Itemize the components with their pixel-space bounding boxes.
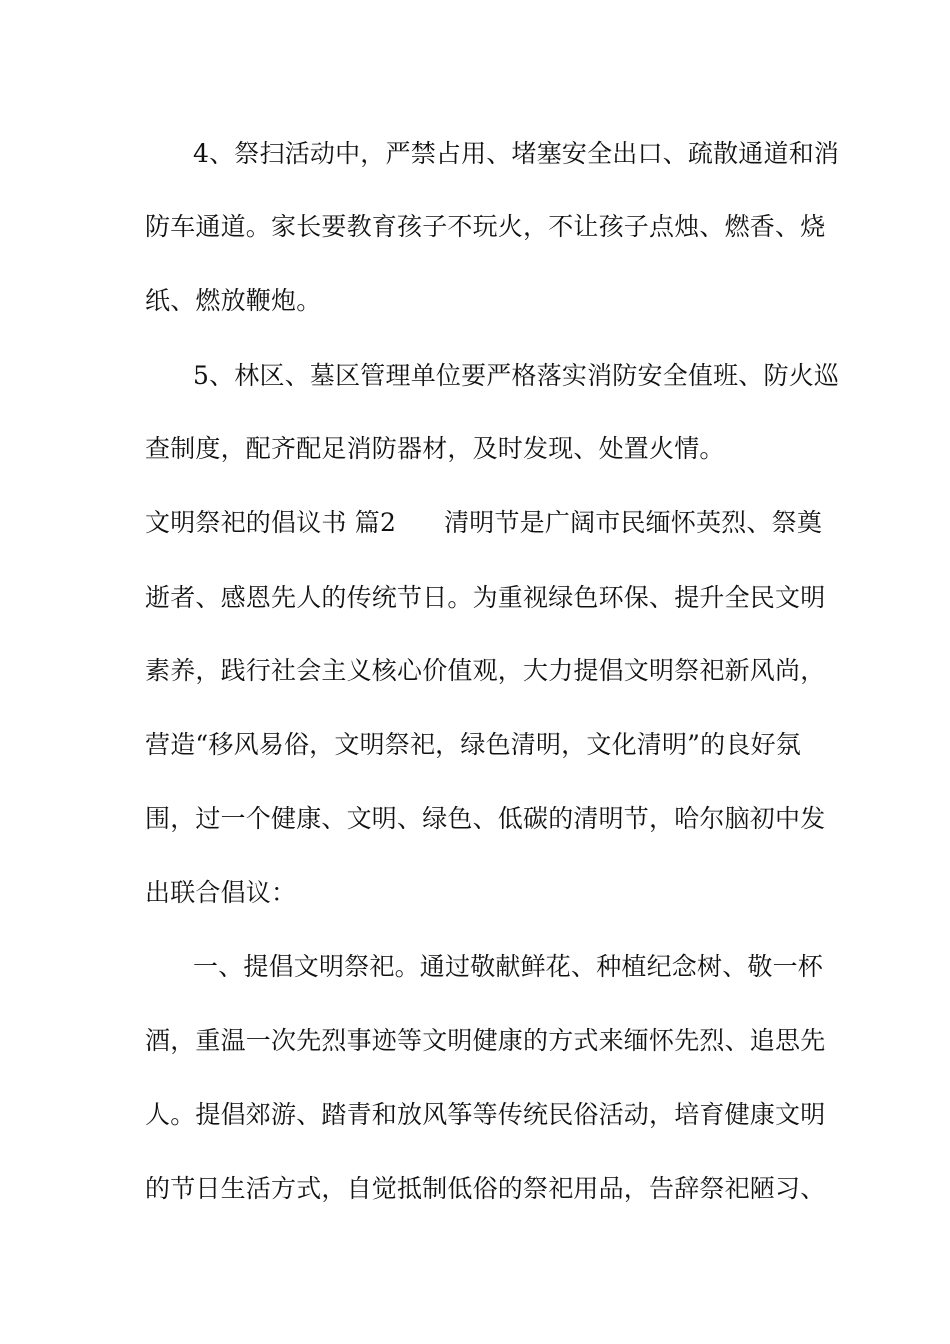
part-2-title: 文明祭祀的倡议书 篇2	[145, 508, 397, 537]
paragraph-4-line-3: 纸、燃放鞭炮。	[145, 286, 322, 315]
paragraph-5-line-2: 查制度，配齐配足消防器材，及时发现、处置火情。	[145, 434, 725, 463]
item-1-line-4: 的节日生活方式，自觉抵制低俗的祭祀用品，告辞祭祀陋习、	[145, 1174, 826, 1203]
part-2-line-6: 出联合倡议：	[145, 878, 297, 907]
part-2-line-4: 营造“移风易俗，文明祭祀，绿色清明，文化清明”的良好氛	[145, 730, 801, 759]
part-2-line-5: 围，过一个健康、文明、绿色、低碳的清明节，哈尔脑初中发	[145, 804, 826, 833]
item-1-line-1: 一、提倡文明祭祀。通过敬献鲜花、种植纪念树、敬一杯	[193, 952, 824, 981]
part-2-line-3: 素养，践行社会主义核心价值观，大力提倡文明祭祀新风尚，	[145, 656, 826, 685]
part-2-heading-line	[145, 507, 823, 539]
part-2-line-2: 逝者、感恩先人的传统节日。为重视绿色环保、提升全民文明	[145, 583, 826, 612]
item-1-line-3: 人。提倡郊游、踏青和放风筝等传统民俗活动，培育健康文明	[145, 1100, 826, 1129]
part-2-first-line-tail: 清明节是广阔市民缅怀英烈、祭奠	[444, 508, 823, 537]
item-1-line-2: 酒，重温一次先烈事迹等文明健康的方式来缅怀先烈、追思先	[145, 1026, 826, 1055]
paragraph-4-line-1: 4、祭扫活动中，严禁占用、堵塞安全出口、疏散通道和消	[193, 139, 840, 168]
paragraph-4-line-2: 防车通道。家长要教育孩子不玩火，不让孩子点烛、燃香、烧	[145, 212, 826, 241]
paragraph-5-line-1: 5、林区、墓区管理单位要严格落实消防安全值班、防火巡	[193, 361, 840, 390]
